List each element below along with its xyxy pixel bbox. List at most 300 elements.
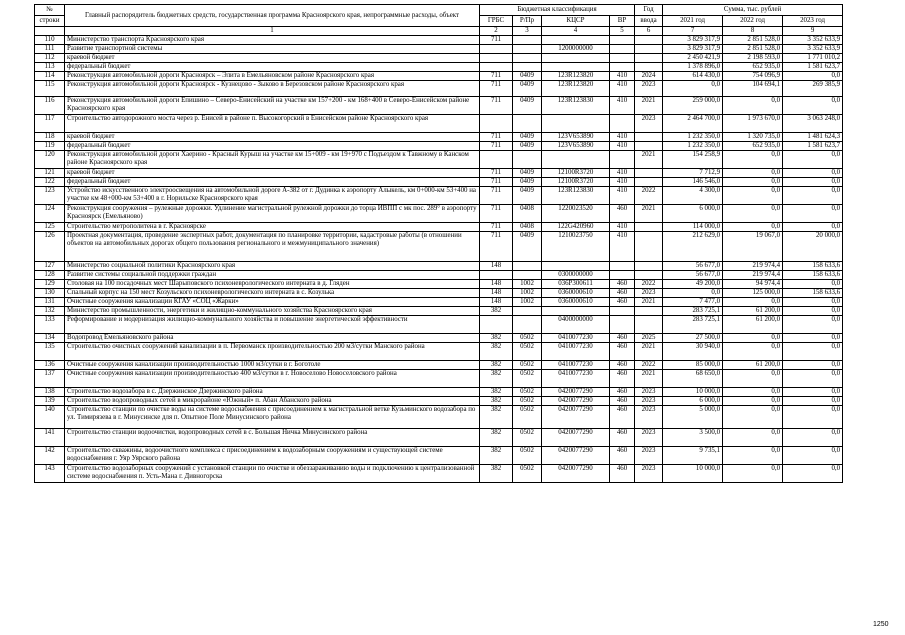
row-number: 125 [35,223,65,232]
header-vr: ВР [610,16,635,27]
row-kcsr: 122G420960 [542,223,610,232]
row-rpr [513,115,542,133]
row-kcsr: 0420077290 [542,397,610,406]
row-vr [610,63,635,72]
header-name: Главный распорядитель бюджетных средств, государственная программа Красноярского края, непрограммные расходы, объект [65,5,480,27]
row-name: Строительство скважины, водоочистного комплекса с присоединением к водозаборным сооружениям и существующей системе водоснабжения г. Уяр Уярского района [65,447,480,465]
row-kcsr: 1220023520 [542,205,610,223]
row-2021: 1 232 350,0 [663,142,723,151]
row-name: Реконструкция автомобильной дороги Красноярск - Кузнецово - Зыково в Березовском районе Красноярского края [65,81,480,97]
row-2023: 1 581 623,7 [783,142,843,151]
row-vr [610,54,635,63]
row-number: 135 [35,343,65,361]
row-kcsr: 12100R3720 [542,169,610,178]
row-rpr [513,54,542,63]
row-number: 137 [35,370,65,388]
row-year [635,223,663,232]
row-vr: 410 [610,133,635,142]
row-number: 134 [35,334,65,343]
table-row [35,289,843,298]
row-2023: 158 633,6 [783,262,843,271]
row-2023: 0,0 [783,343,843,361]
row-grbs: 148 [480,262,513,271]
row-2022: 0,0 [723,370,783,388]
row-year: 2023 [635,406,663,429]
row-vr: 460 [610,388,635,397]
row-name: Развитие транспортной системы [65,45,480,54]
table-row [35,307,843,316]
row-2021: 7 477,0 [663,298,723,307]
table-row [35,370,843,388]
row-vr [610,115,635,133]
row-kcsr [542,36,610,45]
row-kcsr [542,54,610,63]
row-rpr [513,262,542,271]
row-name: Строительство водопроводных сетей в микрорайоне «Южный» п. Абан Абанского района [65,397,480,406]
row-number: 126 [35,232,65,262]
table-row [35,397,843,406]
row-rpr: 0409 [513,133,542,142]
colnum-8: 8 [723,27,783,36]
row-vr: 410 [610,178,635,187]
row-rpr: 0502 [513,388,542,397]
row-year: 2023 [635,465,663,483]
row-rpr: 0408 [513,205,542,223]
row-year [635,271,663,280]
row-number: 117 [35,115,65,133]
row-2022: 2 851 528,0 [723,45,783,54]
row-year [635,142,663,151]
row-name: Реконструкция автомобильной дороги Хаерино - Красный Курыш на участке км 15+009 - км 19+970 с Подъездом к Тавжному в Канском районе Красноярского края [65,151,480,169]
row-kcsr: 0420077290 [542,447,610,465]
row-year [635,133,663,142]
colnum-2: 2 [480,27,513,36]
colnum-7: 7 [663,27,723,36]
row-number: 119 [35,142,65,151]
header-kcsr: КЦСР [542,16,610,27]
row-number: 131 [35,298,65,307]
row-number: 128 [35,271,65,280]
row-name: федеральный бюджет [65,142,480,151]
row-name: Министерство промышленности, энергетики и жилищно-коммунального хозяйства Красноярского края [65,307,480,316]
row-grbs: 711 [480,169,513,178]
row-name: Реконструкция автомобильной дороги Епишино – Северо-Енисейский на участке км 157+200 - км 168+400 в Северо-Енисейском районе Красноярского края [65,97,480,115]
row-number: 132 [35,307,65,316]
row-rpr: 0409 [513,187,542,205]
table-row [35,45,843,54]
row-2021: 10 000,0 [663,465,723,483]
header-budget-class: Бюджетная классификация [480,5,635,16]
header-2022: 2022 год [723,16,783,27]
table-row [35,178,843,187]
row-grbs: 711 [480,178,513,187]
row-year: 2021 [635,205,663,223]
row-2022: 0,0 [723,178,783,187]
row-kcsr: 1210023750 [542,232,610,262]
table-header [35,5,843,36]
row-2023: 0,0 [783,334,843,343]
row-vr: 460 [610,343,635,361]
row-grbs: 382 [480,370,513,388]
colnum-3: 3 [513,27,542,36]
row-number: 115 [35,81,65,97]
row-2022: 1 973 670,0 [723,115,783,133]
row-2022: 0,0 [723,97,783,115]
row-name: Реконструкция автомобильной дороги Красноярск – Элита в Емельяновском районе Красноярского края [65,72,480,81]
row-2021: 9 735,1 [663,447,723,465]
row-year: 2023 [635,81,663,97]
row-name: Министерство транспорта Красноярского края [65,36,480,45]
row-year: 2023 [635,397,663,406]
row-vr [610,45,635,54]
row-number: 116 [35,97,65,115]
row-name: Очистные сооружения канализации производительностью 1000 м3/сутки в г. Боготоле [65,361,480,370]
row-number: 139 [35,397,65,406]
row-2022: 1 320 735,0 [723,133,783,142]
row-grbs: 382 [480,447,513,465]
row-year [635,45,663,54]
row-kcsr: 123R123820 [542,72,610,81]
row-rpr: 0502 [513,343,542,361]
row-2022: 0,0 [723,223,783,232]
table-body [35,36,843,483]
row-rpr: 0502 [513,465,542,483]
row-2021: 49 200,0 [663,280,723,289]
row-rpr: 0409 [513,81,542,97]
row-2022: 0,0 [723,447,783,465]
header-2021: 2021 год [663,16,723,27]
table-row [35,232,843,262]
row-grbs [480,115,513,133]
row-rpr: 1002 [513,289,542,298]
row-2023: 1 771 010,2 [783,54,843,63]
row-grbs [480,271,513,280]
row-vr: 410 [610,72,635,81]
row-2023: 3 352 633,9 [783,45,843,54]
row-number: 120 [35,151,65,169]
row-kcsr: 0410077230 [542,334,610,343]
table-row [35,151,843,169]
row-grbs: 382 [480,465,513,483]
budget-table [34,4,843,483]
row-2022: 0,0 [723,187,783,205]
row-2023: 0,0 [783,178,843,187]
header-num: № [35,5,65,16]
row-2022: 652 935,0 [723,142,783,151]
row-rpr [513,63,542,72]
row-2022: 61 200,0 [723,307,783,316]
row-2021: 154 258,9 [663,151,723,169]
row-2023: 0,0 [783,370,843,388]
row-kcsr: 0420077290 [542,406,610,429]
row-2021: 3 829 317,9 [663,36,723,45]
row-kcsr: 0410077230 [542,370,610,388]
row-name: Устройство искусственного электроосвещения на автомобильной дороге А-382 от г. Дудинка к аэропорту Алыкель, км 0+000-км 53+400 на участке км 48+000-км 53+400 в г. Норильске Красноярского края [65,187,480,205]
row-name: федеральный бюджет [65,178,480,187]
row-2022: 0,0 [723,334,783,343]
row-vr: 410 [610,97,635,115]
row-kcsr: 123V653890 [542,142,610,151]
row-2022: 219 974,4 [723,271,783,280]
row-2022: 104 694,1 [723,81,783,97]
row-rpr: 0409 [513,169,542,178]
row-2023: 0,0 [783,465,843,483]
row-grbs [480,316,513,334]
row-name: Реформирование и модернизация жилищно-коммунального хозяйства и повышение энергетической эффективности [65,316,480,334]
row-kcsr: 0410077230 [542,343,610,361]
table-row [35,133,843,142]
row-grbs: 148 [480,280,513,289]
row-2021: 85 000,0 [663,361,723,370]
row-2021: 6 000,0 [663,397,723,406]
row-kcsr: 036P300611 [542,280,610,289]
row-2021: 2 450 421,9 [663,54,723,63]
row-rpr: 0502 [513,447,542,465]
table-row [35,63,843,72]
table-row [35,262,843,271]
row-rpr: 0409 [513,232,542,262]
row-2023: 0,0 [783,280,843,289]
row-rpr [513,316,542,334]
row-year [635,307,663,316]
row-vr: 410 [610,81,635,97]
row-rpr: 0502 [513,429,542,447]
row-name: Развитие системы социальной поддержки граждан [65,271,480,280]
header-2023: 2023 год [783,16,843,27]
colnum-5: 5 [610,27,635,36]
row-vr: 410 [610,142,635,151]
row-rpr: 0502 [513,370,542,388]
row-name: Строительство очистных сооружений канализации в п. Первоманск производительностью 200 м3/сутки Манского района [65,343,480,361]
row-year: 2021 [635,97,663,115]
row-number: 142 [35,447,65,465]
row-name: Строительство водозаборных сооружений с установкой станции по очистке и обеззараживанию воды и подключению к централизованной системе водоснабжения п. Усть-Мана г. Дивногорска [65,465,480,483]
row-2022: 0,0 [723,151,783,169]
row-2023: 0,0 [783,406,843,429]
table-row [35,97,843,115]
row-2023: 269 385,9 [783,81,843,97]
row-number: 118 [35,133,65,142]
table-row [35,81,843,97]
row-2021: 30 940,0 [663,343,723,361]
row-2021: 114 000,0 [663,223,723,232]
row-kcsr: 12100R3720 [542,178,610,187]
row-name: Очистные сооружения канализации производительностью 400 м3/сутки в г. Новоселово Новоселовского района [65,370,480,388]
row-2021: 7 712,9 [663,169,723,178]
row-vr [610,316,635,334]
row-number: 112 [35,54,65,63]
row-vr: 460 [610,406,635,429]
row-vr: 410 [610,223,635,232]
row-number: 114 [35,72,65,81]
row-kcsr [542,307,610,316]
table-row [35,465,843,483]
row-2021: 1 232 350,0 [663,133,723,142]
header-rpr: Р/Пр [513,16,542,27]
row-year [635,316,663,334]
row-grbs: 382 [480,307,513,316]
table-row [35,72,843,81]
row-rpr [513,271,542,280]
row-2021: 56 677,0 [663,262,723,271]
row-2022: 61 200,0 [723,316,783,334]
row-2021: 10 000,0 [663,388,723,397]
row-number: 140 [35,406,65,429]
row-2022: 19 067,0 [723,232,783,262]
row-grbs: 148 [480,298,513,307]
row-kcsr: 123R123830 [542,187,610,205]
header-sum: Сумма, тыс. рублей [663,5,843,16]
header-grbs: ГРБС [480,16,513,27]
header-row: строки [35,16,65,27]
colnum-1 [35,27,65,36]
row-2022: 0,0 [723,397,783,406]
row-2021: 6 000,0 [663,205,723,223]
row-rpr: 0409 [513,142,542,151]
row-year: 2022 [635,187,663,205]
row-2022: 652 935,0 [723,63,783,72]
row-kcsr: 0420077290 [542,429,610,447]
row-2022: 0,0 [723,406,783,429]
row-rpr [513,151,542,169]
row-kcsr: 0360000610 [542,298,610,307]
row-number: 130 [35,289,65,298]
row-rpr [513,36,542,45]
row-grbs: 382 [480,406,513,429]
row-2023: 0,0 [783,388,843,397]
row-name: Строительство метрополитена в г. Красноярске [65,223,480,232]
row-year: 2024 [635,72,663,81]
row-vr: 460 [610,289,635,298]
row-name: Столовая на 100 посадочных мест Шарыповского психоневрологического интерната в д. Гляден [65,280,480,289]
row-year: 2023 [635,447,663,465]
row-number: 143 [35,465,65,483]
row-2021: 1 378 896,0 [663,63,723,72]
row-vr [610,271,635,280]
row-kcsr: 0360000610 [542,289,610,298]
row-vr: 460 [610,465,635,483]
row-year [635,36,663,45]
row-year: 2022 [635,280,663,289]
row-kcsr: 0420077290 [542,465,610,483]
row-grbs: 382 [480,388,513,397]
row-grbs: 382 [480,397,513,406]
row-year: 2021 [635,298,663,307]
row-rpr: 0502 [513,334,542,343]
row-year [635,54,663,63]
table-row [35,54,843,63]
row-kcsr: 1200000000 [542,45,610,54]
row-2021: 2 464 700,0 [663,115,723,133]
row-2023: 0,0 [783,187,843,205]
row-year: 2023 [635,115,663,133]
row-2022: 0,0 [723,205,783,223]
row-number: 133 [35,316,65,334]
row-2023: 0,0 [783,151,843,169]
row-2021: 5 000,0 [663,406,723,429]
row-kcsr: 0400000000 [542,316,610,334]
row-year [635,178,663,187]
row-year: 2021 [635,151,663,169]
row-vr: 410 [610,232,635,262]
row-2021: 614 430,0 [663,72,723,81]
table-row [35,388,843,397]
row-2022: 2 851 528,0 [723,36,783,45]
row-2023: 20 000,0 [783,232,843,262]
row-grbs: 711 [480,205,513,223]
row-2021: 283 725,1 [663,316,723,334]
row-year: 2021 [635,370,663,388]
table-row [35,334,843,343]
table-row [35,169,843,178]
row-rpr: 0502 [513,397,542,406]
row-grbs: 382 [480,361,513,370]
row-kcsr: 123R123820 [542,81,610,97]
row-grbs: 711 [480,232,513,262]
row-name: Проектная документация, проведение экспертных работ, документация по планировке территории, кадастровые работы (в отношении объектов на автомобильных дорогах общего пользования регионального и межмуниципального значения) [65,232,480,262]
row-name: краевой бюджет [65,169,480,178]
row-2023: 158 633,6 [783,289,843,298]
row-2023: 1 481 624,3 [783,133,843,142]
row-number: 129 [35,280,65,289]
row-rpr: 0409 [513,97,542,115]
row-2023: 0,0 [783,223,843,232]
colnum-6: 6 [635,27,663,36]
row-vr: 460 [610,429,635,447]
row-vr: 460 [610,397,635,406]
row-vr: 460 [610,447,635,465]
row-2022: 0,0 [723,429,783,447]
row-vr [610,151,635,169]
row-number: 124 [35,205,65,223]
row-vr: 410 [610,187,635,205]
row-number: 136 [35,361,65,370]
table-row [35,406,843,429]
row-name: Водопровод Емельяновского района [65,334,480,343]
row-kcsr [542,262,610,271]
row-2021: 3 500,0 [663,429,723,447]
row-grbs [480,63,513,72]
row-vr [610,36,635,45]
row-2021: 259 000,0 [663,97,723,115]
row-number: 113 [35,63,65,72]
table-row [35,223,843,232]
row-vr: 460 [610,298,635,307]
row-name: Министерство социальной политики Красноярского края [65,262,480,271]
row-year: 2023 [635,388,663,397]
row-year [635,232,663,262]
row-2022: 0,0 [723,169,783,178]
row-2022: 219 974,4 [723,262,783,271]
colnum-9: 9 [783,27,843,36]
row-vr: 460 [610,370,635,388]
row-number: 138 [35,388,65,397]
row-2021: 4 300,0 [663,187,723,205]
row-2023: 0,0 [783,316,843,334]
row-2022: 61 200,0 [723,361,783,370]
row-grbs [480,151,513,169]
row-vr: 460 [610,205,635,223]
row-vr [610,262,635,271]
row-2022: 754 096,9 [723,72,783,81]
row-2022: 0,0 [723,298,783,307]
table-row [35,115,843,133]
row-rpr [513,45,542,54]
row-2021: 212 629,0 [663,232,723,262]
table-row [35,361,843,370]
row-number: 141 [35,429,65,447]
row-grbs: 382 [480,334,513,343]
